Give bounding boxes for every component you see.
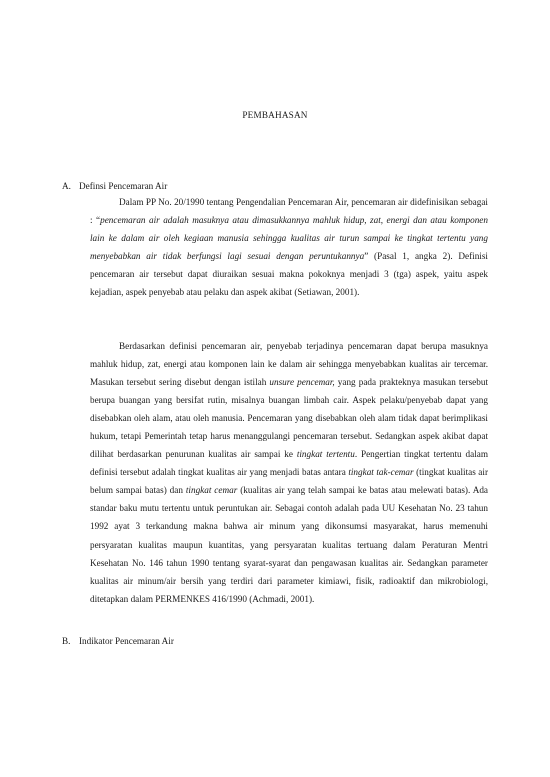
italic-text: tingkat cemar xyxy=(185,485,238,496)
section-a-paragraph-2 xyxy=(90,337,488,608)
italic-text: tingkat tertentu xyxy=(296,449,355,460)
text-run: (kualitas air yang telah sampai ke batas atau melewati batas). Ada standar baku mutu tertentu untuk peruntukan air. Sebagai contoh adalah pada UU Kesehatan No. 23 tahun 1992 ayat 3 terkandung makna bahwa air minum yang dikonsumsi masyarakat, harus memenuhi persyaratan kualitas maupun kuantitas, yang persyaratan kualitas tertuang dalam Peraturan Mentri Kesehatan No. 146 tahun 1990 tentang syarat-syarat dan pengawasan kualitas air. Sedangkan parameter kualitas air minum/air bersih yang terdiri dari parameter kimiawi, fisik, radioaktif dan mikrobiologi, ditetapkan dalam PERMENKES 416/1990 (Achmadi, 2001). xyxy=(90,485,488,604)
text-run: Berdasarkan definisi pencemaran air, penyebab terjadinya pencemaran dapat berupa masuknya mahluk hidup, zat, energi atau komponen lain ke dalam air sehingga menyebabkan kualitas air tercemar. Masukan tersebut sering disebut dengan istilah xyxy=(90,341,488,388)
section-a-heading xyxy=(62,181,167,191)
section-a-letter: A. xyxy=(62,181,71,191)
text-run: Dalam PP No. 20/1990 tentang Pengendalian Pencemaran Air, pencemaran air didefinisikan sebagai : “ xyxy=(90,197,488,226)
section-a-heading-text: Definsi Pencemaran Air xyxy=(79,181,168,191)
section-b-heading-text: Indikator Pencemaran Air xyxy=(79,636,174,646)
text-run: ” (Pasal 1, angka 2). Definisi pencemaran air tersebut dapat diuraikan sesuai makna pokoknya menjadi 3 (tga) aspek, yaitu aspek kejadian, aspek penyebab atau pelaku dan aspek akibat (Setiawan, 2001). xyxy=(90,251,488,298)
page-title: PEMBAHASAN xyxy=(242,110,308,120)
section-b-heading xyxy=(62,636,174,646)
italic-text: tingkat tak-cemar xyxy=(348,467,414,478)
text-run: (tingkat kualitas air belum sampai batas) dan xyxy=(90,467,488,496)
section-b-letter: B. xyxy=(62,636,71,646)
section-a-paragraph-1 xyxy=(90,193,488,301)
text-run: yang pada prakteknya masukan tersebut berupa buangan yang bersifat rutin, misalnya buangan limbah cair. Aspek pelaku/penyebab dapat yang disebabkan oleh alam, atau oleh manusia. Pencemaran yang disebabkan oleh alam tidak dapat berimplikasi hukum, tetapi Pemerintah tetap harus menanggulangi pencemaran tersebut. Sedangkan aspek akibat dapat dilihat berdasarkan penurunan kualitas air sampai ke xyxy=(90,377,488,460)
paragraph-1-body xyxy=(90,197,488,297)
paragraph-2-body xyxy=(90,341,488,604)
italic-text: unsure pencemar, xyxy=(269,377,335,388)
italic-text: pencemaran air adalah masuknya atau dimasukkannya mahluk hidup, zat, energi dan atau komponen lain ke dalam air oleh kegiaan manusia sehingga kualitas air turun sampai ke tingkat tertentu yang menyebabkan air tidak berfungsi lagi sesuai dengan peruntukannya xyxy=(90,215,488,262)
text-run: . Pengertian tingkat tertentu dalam definisi tersebut adalah tingkat kualitas air yang menjadi batas antara xyxy=(90,449,488,478)
